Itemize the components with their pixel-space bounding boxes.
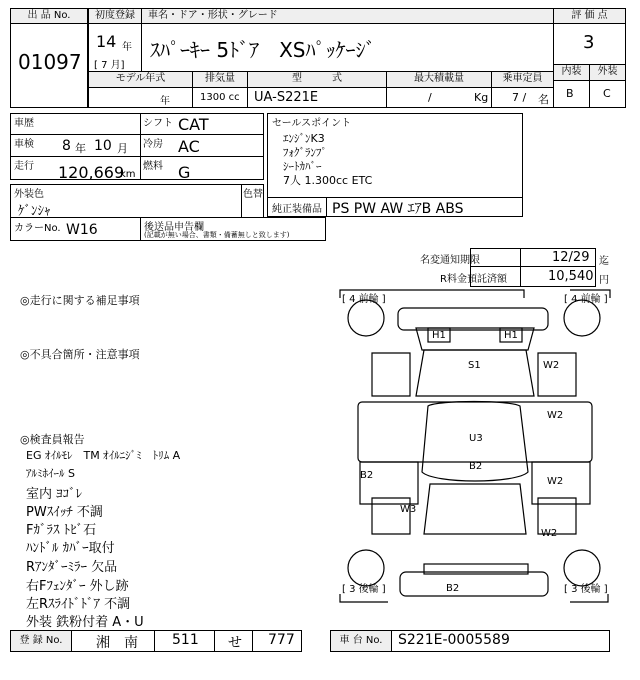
score-value: 3 <box>583 32 595 53</box>
rear-bumper <box>400 572 548 596</box>
model-year-unit: 年 <box>160 96 170 107</box>
inspector-line-3: 室内 ﾖｺﾞﾚ <box>26 487 83 502</box>
deadline-unit: 迄 <box>599 256 609 267</box>
mileage-unit: km <box>120 169 136 180</box>
lot-no-label: 出 品 No. <box>10 8 88 24</box>
capacity-value: 7 / <box>512 91 527 104</box>
max-load-label: 最大積載量 <box>386 71 492 88</box>
lot-no: 01097 <box>18 50 82 74</box>
diagram-label-tl: [ 4 前輪 ] <box>342 294 386 305</box>
inspection-month-unit: 月 <box>117 142 128 155</box>
exterior-grade: C <box>603 87 611 100</box>
model-year-cell <box>88 87 193 108</box>
color-no-value: W16 <box>66 222 98 238</box>
deadline-value: 12/29 <box>552 250 590 265</box>
score-label: 評 価 点 <box>553 8 626 24</box>
ext-color-label: 外装色 <box>14 189 44 200</box>
front-bumper <box>398 308 548 330</box>
color-divider <box>241 184 242 218</box>
recycle-label: R料金預託済額 <box>440 274 507 285</box>
inspection-month: 10 <box>94 138 112 154</box>
equipment-label: 純正装備品 <box>272 204 322 215</box>
driving-notes-title: ◎走行に関する補足事項 <box>20 294 140 307</box>
equipment-value: PS PW AW ｴｱB ABS <box>332 201 464 217</box>
chassis-label: 車 台 No. <box>330 630 392 652</box>
mark-w2-c: W2 <box>547 476 564 487</box>
ext-color-value: ｹﾞﾝｼｬ <box>18 204 51 219</box>
inspector-line-10: 外装 鉄粉付着 A・U <box>26 615 144 630</box>
type-label: 型 式 <box>247 71 387 88</box>
fuel-value: G <box>178 163 191 182</box>
diagram-label-br: [ 3 後輪 ] <box>564 584 608 595</box>
sales-point-3: ｼｰﾄｶﾊﾞｰ <box>283 160 322 173</box>
inspection-label: 車検 <box>14 139 34 150</box>
carname: ｽﾊﾟｰｷｰ 5ﾄﾞｱ XSﾊﾟｯｹｰｼﾞ <box>150 38 376 62</box>
inspector-title: ◎検査員報告 <box>20 433 85 446</box>
interior-grade: B <box>566 87 574 100</box>
carname-label: 車名・ドア・形状・グレード <box>141 8 554 24</box>
wheel-front-left <box>348 300 384 336</box>
mark-s1: S1 <box>468 360 481 371</box>
mark-h1-left: H1 <box>432 330 446 341</box>
inspection-year-unit: 年 <box>75 142 86 155</box>
sales-points-label: セールスポイント <box>272 118 352 129</box>
inspector-line-4: PWｽｲｯﾁ 不調 <box>26 505 103 520</box>
mileage-row <box>10 156 264 180</box>
history-label: 車歴 <box>14 118 34 129</box>
mark-u3: U3 <box>469 433 483 444</box>
mileage-label: 走行 <box>14 161 34 172</box>
exterior-label: 外装 <box>589 64 626 81</box>
mark-b2-bottom: B2 <box>446 583 460 594</box>
equipment-divider <box>326 197 327 217</box>
reg-label: 登 録 No. <box>10 630 72 652</box>
ac-label: 冷房 <box>143 139 163 150</box>
first-reg-month: [ 7 月] <box>94 60 125 71</box>
reg-kana: せ <box>228 635 242 651</box>
first-reg-label: 初度登録 <box>88 8 142 24</box>
recycle-unit: 円 <box>599 275 609 286</box>
sales-point-4: 7人 1.300cc ETC <box>283 174 373 187</box>
docs-note: (記載が無い場合、書類・備蓄無しと致します) <box>144 231 290 239</box>
ac-value: AC <box>178 137 200 156</box>
inspector-line-5: Fｶﾞﾗｽ ﾄﾋﾞ石 <box>26 523 97 538</box>
mark-b2-left: B2 <box>360 470 374 481</box>
inspector-line-8: 右Fﾌｪﾝﾀﾞｰ 外し跡 <box>26 579 129 594</box>
inspector-line-7: Rｱﾝﾀﾞｰﾐﾗｰ 欠品 <box>26 560 118 575</box>
inspector-line-9: 左Rｽﾗｲﾄﾞﾄﾞｱ 不調 <box>26 597 131 612</box>
reg-class: 511 <box>172 632 199 648</box>
first-reg-year: 14 <box>96 32 117 51</box>
mark-b2-center: B2 <box>469 461 483 472</box>
mark-w2-d: W2 <box>541 528 558 539</box>
shift-label: シフト <box>143 118 173 129</box>
inspector-line-1: EG ｵｲﾙﾓﾚ TM ｵｲﾙﾆｼﾞﾐ ﾄﾘﾑ A <box>26 449 181 462</box>
mark-h1-right: H1 <box>504 330 518 341</box>
max-load-unit: Kg <box>474 91 489 104</box>
mark-w3: W3 <box>400 504 417 515</box>
type-value: UA-S221E <box>254 90 319 105</box>
chassis-value: S221E-0005589 <box>398 632 510 648</box>
defects-title: ◎不具合箇所・注意事項 <box>20 348 140 361</box>
reg-number: 777 <box>268 632 295 648</box>
deadline-label: 名変通知期限 <box>420 255 480 266</box>
mileage-value: 120,669 <box>58 163 125 182</box>
inspector-line-2: ｱﾙﾐﾎｲｰﾙ S <box>26 467 75 480</box>
history-row <box>10 113 264 135</box>
inspection-year: 8 <box>62 138 71 154</box>
displacement-value: 1300 cc <box>200 92 240 103</box>
inspector-line-6: ﾊﾝﾄﾞﾙ ｶﾊﾞｰ取付 <box>26 541 115 556</box>
color-change-label: 色替 <box>243 189 263 200</box>
fuel-label: 燃料 <box>143 161 163 172</box>
capacity-unit: 名 <box>538 93 549 106</box>
color-no-label: カラーNo. <box>14 223 61 234</box>
diagram-label-tr: [ 4 前輪 ] <box>564 294 608 305</box>
diagram-label-bl: [ 3 後輪 ] <box>342 584 386 595</box>
interior-label: 内装 <box>553 64 590 81</box>
car-damage-diagram <box>338 288 612 606</box>
reg-area: 湘 南 <box>96 635 138 651</box>
inspection-row <box>10 134 264 157</box>
max-load-value: / <box>428 91 432 104</box>
mark-w2-a: W2 <box>543 360 560 371</box>
sales-point-1: ｴﾝｼﾞﾝK3 <box>283 132 325 145</box>
wheel-front-right <box>564 300 600 336</box>
mark-w2-b: W2 <box>547 410 564 421</box>
docs-label: 後送品申告欄 <box>144 222 204 233</box>
model-year-label: モデル年式 <box>88 71 193 88</box>
displacement-label: 排気量 <box>192 71 248 88</box>
capacity-label: 乗車定員 <box>491 71 554 88</box>
first-reg-year-unit: 年 <box>122 42 132 53</box>
sales-point-2: ﾌｫｸﾞﾗﾝﾌﾟ <box>283 146 327 159</box>
recycle-value: 10,540 <box>548 269 594 284</box>
shift-value: CAT <box>178 115 209 134</box>
